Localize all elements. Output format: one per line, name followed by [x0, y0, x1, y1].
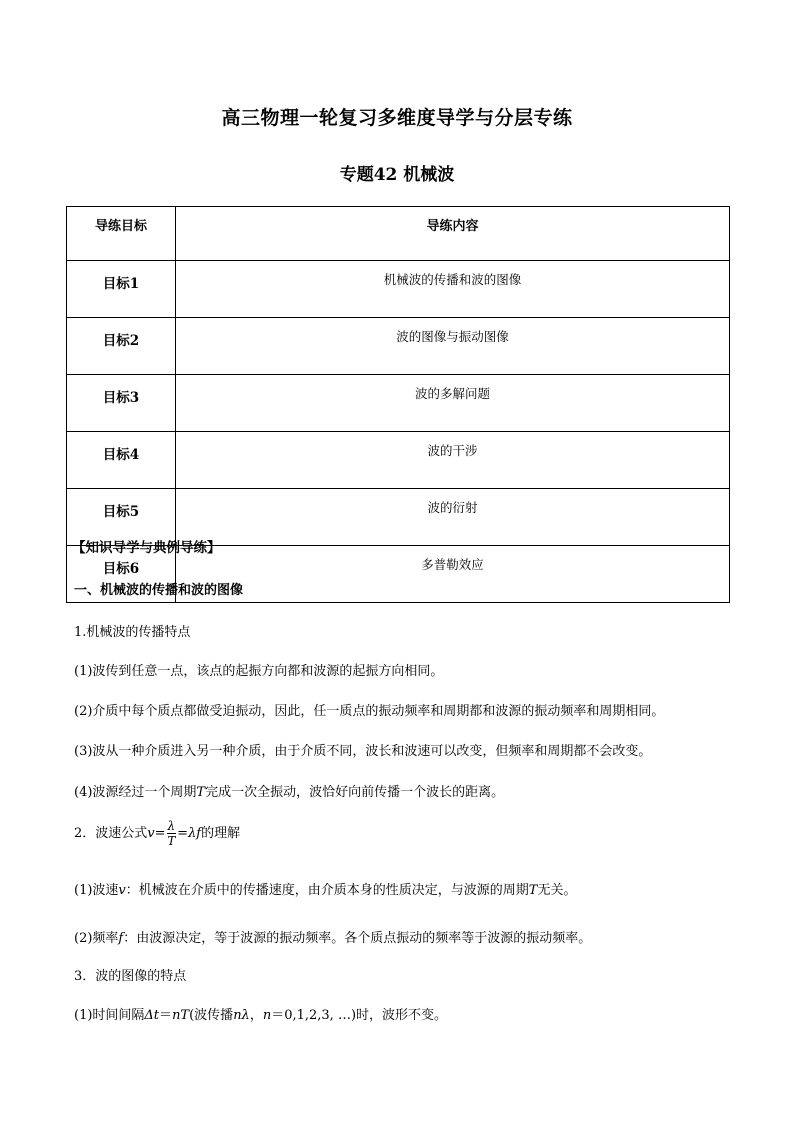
text-run: ：机械波在介质中的传播速度，由介质本身的性质决定，与波源的周期 [125, 883, 529, 898]
n-symbol: n [262, 1008, 272, 1023]
item1-heading: 1.机械波的传播特点 [74, 625, 191, 640]
text-run: (2)频率 [74, 931, 119, 946]
goal-label: 目标4 [67, 432, 176, 489]
goal-label: 目标3 [67, 375, 176, 432]
goal-label: 目标6 [67, 546, 176, 603]
goal-label: 目标1 [67, 261, 176, 318]
velocity-symbol: v [147, 826, 155, 841]
item1-point-3: (3)波从一种介质进入另一种介质，由于介质不同，波长和波速可以改变，但频率和周期都不会改变。 [74, 744, 652, 759]
item2-point-1 [74, 879, 576, 898]
item2-heading [74, 820, 240, 847]
goal-label: 目标5 [67, 489, 176, 546]
item1-point-1: (1)波传到任意一点，该点的起振方向都和波源的起振方向相同。 [74, 664, 444, 679]
fraction-denominator: T [167, 834, 176, 848]
goal-content: 波的衍射 [176, 489, 730, 546]
text-run: ：由波源决定，等于波源的振动频率。各个质点振动的频率等于波源的振动频率。 [123, 931, 592, 946]
text-run: 的理解 [201, 826, 241, 841]
section-header: 【知识导学与典例导练】 [72, 540, 221, 556]
fraction-lambda-over-t [167, 820, 177, 847]
delta-t-symbol: Δt [144, 1008, 160, 1023]
goal-content: 波的图像与振动图像 [176, 318, 730, 375]
velocity-symbol: v [118, 883, 126, 898]
text-run: ＝0,1,2,3, …)时，波形不变。 [271, 1008, 448, 1023]
table-row [67, 375, 730, 432]
table-row [67, 261, 730, 318]
section-heading-1: 一、机械波的传播和波的图像 [74, 583, 244, 598]
text-run: 无关。 [537, 883, 577, 898]
goals-table-header-goal: 导练目标 [67, 207, 176, 261]
table-row [67, 318, 730, 375]
text-run: 完成一次全振动，波恰好向前传播一个波长的距离。 [205, 785, 505, 800]
period-symbol: T [196, 785, 206, 800]
equals-sign: ＝ [159, 1008, 173, 1023]
equals-sign: = [154, 826, 166, 841]
goal-content: 波的干涉 [176, 432, 730, 489]
goals-table-header-row [67, 207, 730, 261]
frequency-symbol: f [118, 931, 124, 946]
lambda-f-symbol: λf [188, 826, 202, 841]
goals-table-header-content: 导练内容 [176, 207, 730, 261]
text-run: (波传播 [189, 1008, 234, 1023]
text-run: (1)波速 [74, 883, 119, 898]
text-run: 2．波速公式 [74, 826, 148, 841]
item3-heading: 3．波的图像的特点 [74, 969, 187, 984]
n-lambda-symbol: nλ [233, 1008, 250, 1023]
item2-point-2 [74, 927, 591, 946]
n-t-symbol: nT [172, 1008, 190, 1023]
period-symbol: T [528, 883, 538, 898]
item1-point-4 [74, 781, 504, 800]
document-subtitle: 专题42 机械波 [339, 165, 455, 185]
fraction-numerator: λ [167, 819, 176, 833]
item1-point-2: (2)介质中每个质点都做受迫振动，因此，任一质点的振动频率和周期都和波源的振动频率和周期相同。 [74, 704, 665, 719]
text-run: ， [249, 1008, 263, 1023]
text-run: (4)波源经过一个周期 [74, 785, 197, 800]
goal-content: 机械波的传播和波的图像 [176, 261, 730, 318]
goal-content: 波的多解问题 [176, 375, 730, 432]
equals-sign: = [177, 826, 189, 841]
table-row [67, 432, 730, 489]
goal-label: 目标2 [67, 318, 176, 375]
text-run: (1)时间间隔 [74, 1008, 145, 1023]
item3-point-1 [74, 1004, 447, 1023]
goal-content: 多普勒效应 [176, 546, 730, 603]
document-title: 高三物理一轮复习多维度导学与分层专练 [221, 107, 573, 129]
